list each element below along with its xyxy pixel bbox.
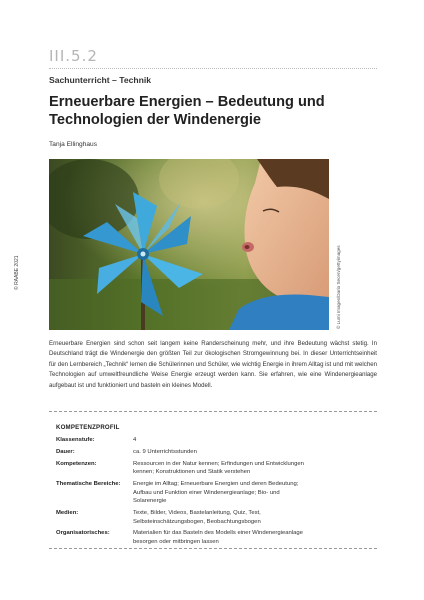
profile-row-label: Klassenstufe: [56,437,95,443]
profile-row-label: Medien: [56,509,79,516]
profile-row-value: ca. 9 Unterrichtsstunden [133,448,197,455]
kompetenzprofil-table [56,436,306,550]
kompetenzprofil-heading: KOMPETENZPROFIL [56,424,120,431]
profile-row [56,509,306,526]
cover-photo [49,159,329,330]
profile-row-value: 4 [133,437,137,443]
profile-row [56,480,306,506]
side-copyright: © RAABE 2021 [14,255,20,290]
profile-row-value: Texte, Bilder, Videos, Bastelanleitung, Quiz, Test, Selbsteinschätzungsbogen, Beobachtungsbogen [133,509,261,525]
profile-row-value: Materialien für das Basteln des Modells einer Windenergieanlage besorgen oder mitbringen lassen [133,530,303,545]
profile-row-label: Organisatorisches: [56,530,110,537]
intro-paragraph: Erneuerbare Energien sind schon seit langem keine Randerscheinung mehr, und ihre Bedeutung wächst stetig. In Deutschland trägt die Windenergie den größten Teil zur ökologischen Stromgewinnung bei. In dieser Unterrichtseinheit für den Lernbereich „Technik“ lernen die Schülerinnen und Schüler, wie wichtig Energie in ihrem Alltag ist und mit welchen Technologien auf umweltfreundliche Weise Energie erzeugt werden kann. Sie erfahren, wie eine Windenergieanlage aufgebaut ist und funktioniert und basteln ein kleines Modell. [49,340,377,389]
profile-divider-bottom [49,548,377,549]
page-title: Erneuerbare Energien – Bedeutung und Technologien der Windenergie [49,94,325,128]
section-divider [49,68,377,69]
profile-row-label: Thematische Bereiche: [56,480,121,487]
profile-row-value: Energie im Alltag; Erneuerbare Energien und deren Bedeutung; Aufbau und Funktion einer Windenergieanlage; Bio- und Solarenergie [133,480,299,505]
profile-row [56,436,306,445]
photo-credit: © Lumi Images/Dario Secen/gettyimages [336,245,341,329]
profile-row-value: Ressourcen in der Natur kennen; Erfindungen und Entwicklungen kennen; Konstruktionen und Statik verstehen [133,460,304,476]
subject-label: Sachunterricht – Technik [49,75,152,85]
profile-divider-top [49,411,377,412]
cover-photo-illustration [49,159,329,330]
profile-row [56,529,306,546]
profile-row-label: Dauer: [56,448,75,455]
author-name: Tanja Ellinghaus [49,141,98,148]
profile-row [56,460,306,477]
section-number: III.5.2 [49,47,98,65]
profile-row [56,448,306,457]
profile-row-label: Kompetenzen: [56,460,97,467]
